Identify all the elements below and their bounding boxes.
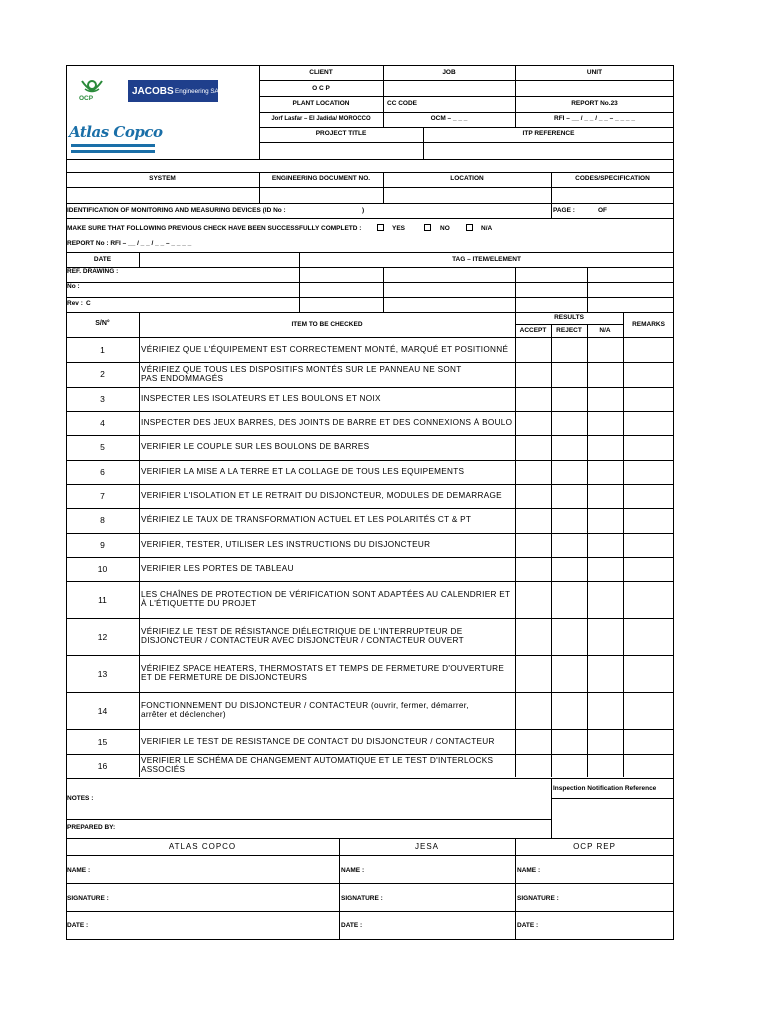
location-label: LOCATION <box>450 175 484 182</box>
row-number: 7 <box>100 491 105 501</box>
item-header: ITEM TO BE CHECKED <box>291 321 363 328</box>
sn-header: S/N° <box>95 320 110 327</box>
job-label: JOB <box>442 69 456 76</box>
row-check-text: LES CHAÎNES DE PROTECTION DE VÉRIFICATION SONT ADAPTÉES AU CALENDRIER ET À L'ÉTIQUETTE DU PROJET <box>141 590 511 608</box>
report-no-line: REPORT No : RFI – __ / _ _ / _ _ – _ _ _ _ <box>67 240 192 247</box>
plant-location-value: Jorf Lasfar – El Jadida/ MOROCCO <box>271 116 371 122</box>
row-check-text: VERIFIER LE SCHÉMA DE CHANGEMENT AUTOMATIQUE ET LE TEST D'INTERLOCKS ASSOCIÉS <box>141 756 494 774</box>
row-check-text: VERIFIER LE COUPLE SUR LES BOULONS DE BARRES <box>141 442 370 451</box>
signoff-col-ocp-rep: OCP REP <box>573 842 616 851</box>
row-check-text: INSPECTER DES JEUX BARRES, DES JOINTS DE BARRE ET DES CONNEXIONS À BOULO <box>141 418 513 427</box>
yes-checkbox[interactable] <box>377 224 384 231</box>
ocp-signature-label: SIGNATURE : <box>517 895 559 902</box>
unit-label: UNIT <box>586 69 603 76</box>
notes-label: NOTES : <box>67 795 94 802</box>
row-number: 3 <box>100 394 105 404</box>
reject-header: REJECT <box>556 327 582 334</box>
signoff-col-jesa: JESA <box>414 842 439 851</box>
ref-drawing-label: REF. DRAWING : <box>67 268 119 275</box>
project-title-label: PROJECT TITLE <box>315 130 367 137</box>
no-checkbox[interactable] <box>424 224 431 231</box>
row-number: 10 <box>97 564 108 574</box>
row-number: 11 <box>98 595 107 605</box>
row-check-text: VÉRIFIEZ LE TAUX DE TRANSFORMATION ACTUEL ET LES POLARITÉS CT & PT <box>141 515 472 524</box>
row-check-text: VÉRIFIEZ LE TEST DE RÉSISTANCE DIÉLECTRIQUE DE L'INTERRUPTEUR DE DISJONCTEUR / CONTACTEUR AVEC DISJONCTEUR / CONTACTEUR OUVERT <box>141 627 464 645</box>
row-number: 15 <box>97 737 108 747</box>
jesa-signature-label: SIGNATURE : <box>341 895 383 902</box>
row-number: 6 <box>100 467 105 477</box>
inspection-form <box>66 65 674 940</box>
ocp-logo-text: OCP <box>79 95 94 102</box>
client-value: O C P <box>312 85 330 92</box>
atlas-signature-label: SIGNATURE : <box>67 895 109 902</box>
rev-label: Rev : <box>67 300 83 307</box>
row-number: 12 <box>97 632 108 642</box>
jesa-name-label: NAME : <box>341 867 365 874</box>
jacobs-logo-text: JACOBS <box>132 86 174 97</box>
na-checkbox[interactable] <box>466 224 473 231</box>
previous-check-text: MAKE SURE THAT FOLLOWING PREVIOUS CHECK HAVE BEEN SUCCESSFULLY COMPLETD : <box>67 225 362 232</box>
inspection-notification-reference: Inspection Notification Reference <box>553 785 657 792</box>
row-check-text: VERIFIER LA MISE A LA TERRE ET LA COLLAGE DE TOUS LES EQUIPEMENTS <box>141 467 465 476</box>
cc-code-label: CC CODE <box>387 100 417 107</box>
yes-label: YES <box>392 225 406 232</box>
row-check-text: VÉRIFIEZ QUE TOUS LES DISPOSITIFS MONTÉS SUR LE PANNEAU NE SONT PAS ENDOMMAGÉS <box>141 365 462 383</box>
row-number: 5 <box>100 442 105 452</box>
plant-location-label: PLANT LOCATION <box>292 100 350 107</box>
report-no: REPORT No.23 <box>571 100 618 107</box>
atlas-copco-logo <box>69 123 163 155</box>
na-header: N/A <box>599 327 611 334</box>
jesa-date-label: DATE : <box>341 922 363 929</box>
ocp-name-label: NAME : <box>517 867 541 874</box>
identification-close: ) <box>362 207 365 214</box>
row-check-text: FONCTIONNEMENT DU DISJONCTEUR / CONTACTEUR (ouvrir, fermer, démarrer, arrêter et déclencher) <box>141 701 469 719</box>
row-number: 8 <box>100 515 105 525</box>
date-label: DATE <box>93 256 112 263</box>
row-check-text: INSPECTER LES ISOLATEURS ET LES BOULONS ET NOIX <box>141 394 381 403</box>
row-number: 9 <box>100 540 105 550</box>
row-number: 4 <box>100 418 105 428</box>
rev-value: C <box>86 300 91 307</box>
client-label: CLIENT <box>309 69 333 76</box>
row-check-text: VÉRIFIEZ QUE L'ÉQUIPEMENT EST CORRECTEMENT MONTÉ, MARQUÉ ET POSITIONNÉ <box>141 345 509 354</box>
accept-header: ACCEPT <box>519 327 547 334</box>
rfi-value: RFI – __ / _ _ / _ _ – _ _ _ _ <box>554 115 635 122</box>
codes-spec-label: CODES/SPECIFICATION <box>575 175 650 182</box>
itp-reference-label: ITP REFERENCE <box>522 130 575 137</box>
no-label: NO <box>440 225 450 232</box>
jacobs-logo-subtext: Engineering SA <box>175 88 219 95</box>
row-number: 14 <box>97 706 108 716</box>
prepared-by-label: PREPARED BY: <box>67 824 116 831</box>
signoff-col-atlas-copco: ATLAS COPCO <box>168 842 237 851</box>
engineering-doc-label: ENGINEERING DOCUMENT NO. <box>271 175 371 182</box>
tag-item-label: TAG – ITEM/ELEMENT <box>452 256 521 263</box>
page-of-label: OF <box>598 207 608 214</box>
row-check-text: VERIFIER L'ISOLATION ET LE RETRAIT DU DISJONCTEUR, MODULES DE DEMARRAGE <box>141 491 502 500</box>
results-header: RESULTS <box>554 314 584 321</box>
row-check-text: VÉRIFIEZ SPACE HEATERS, THERMOSTATS ET TEMPS DE FERMETURE D'OUVERTURE ET DE FERMETURE DE DISJONCTEURS <box>141 664 505 682</box>
atlas-name-label: NAME : <box>67 867 91 874</box>
system-label: SYSTEM <box>149 175 176 182</box>
jacobs-logo <box>128 80 218 102</box>
row-number: 13 <box>97 669 108 679</box>
row-number: 16 <box>97 761 108 771</box>
na-label: N/A <box>481 225 493 232</box>
row-check-text: VERIFIER LE TEST DE RESISTANCE DE CONTACT DU DISJONCTEUR / CONTACTEUR <box>141 737 495 746</box>
row-number: 1 <box>100 345 105 355</box>
identification-text: IDENTIFICATION OF MONITORING AND MEASURING DEVICES (ID No : <box>67 207 286 214</box>
page-label: PAGE : <box>553 207 575 214</box>
no-field-label: No : <box>67 283 80 290</box>
ocp-date-label: DATE : <box>517 922 539 929</box>
row-number: 2 <box>100 369 105 379</box>
row-check-text: VERIFIER, TESTER, UTILISER LES INSTRUCTIONS DU DISJONCTEUR <box>141 540 431 549</box>
atlas-date-label: DATE : <box>67 922 89 929</box>
cc-code-value: OCM – _ _ _ <box>430 115 468 122</box>
form-border <box>66 65 674 940</box>
atlas-copco-logo-text: Atlas Copco <box>69 123 163 141</box>
remarks-header: REMARKS <box>632 321 665 328</box>
row-check-text: VERIFIER LES PORTES DE TABLEAU <box>141 564 294 573</box>
